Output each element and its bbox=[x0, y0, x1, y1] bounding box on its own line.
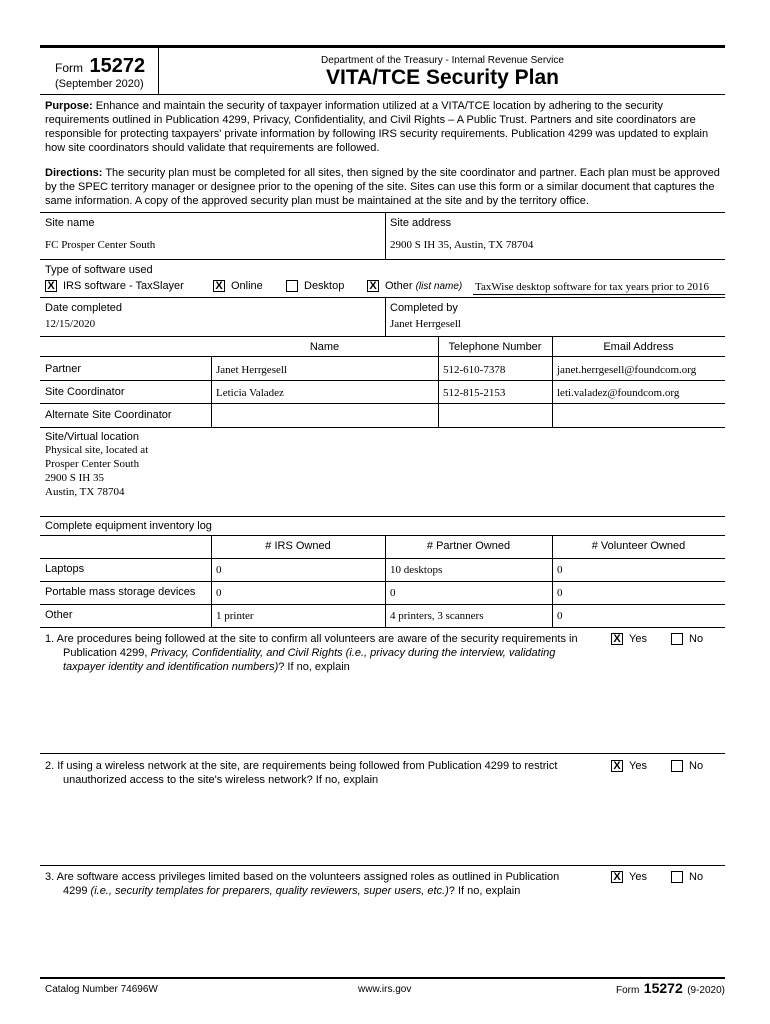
question-3-no-label: No bbox=[689, 871, 704, 883]
question-1-text-line2: Publication 4299, bbox=[63, 647, 151, 659]
question-3-text-line2-italic: (i.e., security templates for preparers, quality reviewers, super users, etc.) bbox=[90, 885, 449, 897]
question-2-yes-label: Yes bbox=[629, 760, 647, 772]
directions-label: Directions: bbox=[45, 167, 103, 179]
inventory-storage-volunteer[interactable]: 0 bbox=[557, 587, 563, 599]
question-3-no-checkbox[interactable] bbox=[671, 871, 683, 883]
inventory-header-partner: # Partner Owned bbox=[426, 540, 511, 552]
inventory-storage-irs[interactable]: 0 bbox=[216, 587, 222, 599]
inventory-storage-label: Portable mass storage devices bbox=[45, 586, 196, 598]
site-name-value[interactable]: FC Prosper Center South bbox=[45, 239, 156, 251]
inventory-storage-partner[interactable]: 0 bbox=[390, 587, 396, 599]
date-completed-value[interactable]: 12/15/2020 bbox=[45, 318, 96, 330]
department-line: Department of the Treasury - Internal Revenue Service bbox=[321, 55, 564, 66]
other-software-value[interactable]: TaxWise desktop software for tax years prior to 2016 bbox=[475, 281, 709, 293]
date-row-rule bbox=[40, 297, 725, 298]
completed-by-label: Completed by bbox=[390, 302, 458, 314]
location-label: Site/Virtual location bbox=[45, 431, 139, 443]
inventory-label: Complete equipment inventory log bbox=[45, 520, 212, 532]
site-row-rule bbox=[40, 212, 725, 213]
form-revision: (September 2020) bbox=[55, 78, 144, 90]
desktop-label: Desktop bbox=[304, 280, 345, 292]
question-3-number: 3. bbox=[45, 871, 55, 883]
software-label: Type of software used bbox=[45, 264, 153, 276]
inventory-header-rule bbox=[40, 558, 725, 559]
inventory-laptops-label: Laptops bbox=[45, 563, 85, 575]
contacts-col1-line bbox=[211, 356, 212, 427]
contacts-row2-rule bbox=[40, 403, 725, 404]
online-label: Online bbox=[231, 280, 263, 292]
inventory-laptops-volunteer[interactable]: 0 bbox=[557, 564, 563, 576]
location-line-2[interactable]: Prosper Center South bbox=[45, 458, 140, 470]
date-completed-label: Date completed bbox=[45, 302, 123, 314]
contacts-header-phone: Telephone Number bbox=[448, 341, 542, 353]
question-3-text-line2b: ? If no, explain bbox=[448, 885, 521, 897]
question-1-bottom-rule bbox=[40, 753, 725, 754]
footer-rule bbox=[40, 977, 725, 979]
question-2-text-line1: If using a wireless network at the site, are requirements being followed from Publication 4299 to restrict bbox=[57, 760, 558, 772]
question-2 bbox=[45, 759, 605, 787]
irs-software-label: IRS software - TaxSlayer bbox=[63, 280, 184, 292]
form-title: VITA/TCE Security Plan bbox=[326, 66, 559, 89]
question-1-yes-label: Yes bbox=[629, 633, 647, 645]
other-checkbox[interactable]: X bbox=[367, 280, 379, 292]
partner-name[interactable]: Janet Herrgesell bbox=[216, 364, 287, 376]
inventory-row2-rule bbox=[40, 604, 725, 605]
location-line-3[interactable]: 2900 S IH 35 bbox=[45, 472, 104, 484]
location-line-1[interactable]: Physical site, located at bbox=[45, 444, 149, 456]
completed-by-value[interactable]: Janet Herrgesell bbox=[390, 318, 461, 330]
contacts-row1-rule bbox=[40, 380, 725, 381]
header-top-rule bbox=[40, 45, 725, 48]
question-1-no-label: No bbox=[689, 633, 704, 645]
question-1-text-line2-italic: Privacy, Confidentiality, and Civil Rights (i.e., privacy during the interview, validating bbox=[150, 647, 556, 659]
question-2-bottom-rule bbox=[40, 865, 725, 866]
online-checkbox[interactable]: X bbox=[213, 280, 225, 292]
contacts-header-rule bbox=[40, 356, 725, 357]
form-word: Form bbox=[55, 61, 83, 75]
footer-revision: (9-2020) bbox=[687, 985, 725, 996]
site-address-value[interactable]: 2900 S IH 35, Austin, TX 78704 bbox=[390, 239, 534, 251]
contacts-header-name: Name bbox=[309, 341, 340, 353]
site-coordinator-role: Site Coordinator bbox=[45, 386, 125, 398]
inventory-header-volunteer: # Volunteer Owned bbox=[591, 540, 686, 552]
date-row-divider bbox=[385, 297, 386, 337]
irs-software-checkbox[interactable]: X bbox=[45, 280, 57, 292]
purpose-text: Enhance and maintain the security of taxpayer information utilized at a VITA/TCE location by adhering to the security requirements outlined in Publication 4299, Privacy, Confidentiality, and Civil Rights – A Public Trust. Partners and site coordinators are responsible for protecting taxpayers' private information by following IRS security requirements. Publication 4299 was updated to explain how site coordinators should validate that requirements are followed. bbox=[45, 100, 709, 154]
other-hint: (list name) bbox=[415, 281, 463, 292]
partner-role: Partner bbox=[45, 363, 82, 375]
purpose-label: Purpose: bbox=[45, 100, 93, 112]
footer-form-id bbox=[616, 980, 725, 998]
question-3-yes-checkbox[interactable]: X bbox=[611, 871, 623, 883]
inventory-bottom-rule bbox=[40, 627, 725, 628]
question-1-text-line3-italic: taxpayer identity and identification numbers) bbox=[63, 661, 279, 673]
form-id-block bbox=[55, 55, 145, 78]
software-row-rule bbox=[40, 259, 725, 260]
site-coordinator-phone[interactable]: 512-815-2153 bbox=[443, 387, 506, 399]
question-2-number: 2. bbox=[45, 760, 55, 772]
inventory-other-label: Other bbox=[45, 609, 73, 621]
inventory-other-partner[interactable]: 4 printers, 3 scanners bbox=[390, 610, 484, 622]
footer-form-word: Form bbox=[616, 985, 640, 996]
site-name-label: Site name bbox=[45, 217, 95, 229]
question-3 bbox=[45, 870, 605, 898]
contacts-bottom-rule bbox=[40, 427, 725, 428]
footer-form-number: 15272 bbox=[643, 980, 683, 996]
question-2-no-label: No bbox=[689, 760, 704, 772]
site-address-label: Site address bbox=[390, 217, 452, 229]
question-1-text-line3: ? If no, explain bbox=[278, 661, 350, 673]
site-coordinator-name[interactable]: Leticia Valadez bbox=[216, 387, 284, 399]
question-3-text-line1: Are software access privileges limited based on the volunteers assigned roles as outlined in Publication bbox=[56, 871, 560, 883]
purpose-paragraph bbox=[45, 99, 725, 155]
question-3-text-line2: 4299 bbox=[63, 885, 91, 897]
catalog-number: Catalog Number 74696W bbox=[45, 984, 158, 995]
inventory-label-rule bbox=[40, 535, 725, 536]
location-line-4[interactable]: Austin, TX 78704 bbox=[45, 486, 125, 498]
question-1-text-line1: Are procedures being followed at the site to confirm all volunteers are aware of the security requirements in bbox=[56, 633, 578, 645]
question-3-yes-label: Yes bbox=[629, 871, 647, 883]
partner-phone[interactable]: 512-610-7378 bbox=[443, 364, 506, 376]
contacts-header-email: Email Address bbox=[603, 341, 674, 353]
directions-paragraph bbox=[45, 166, 725, 208]
site-row-divider bbox=[385, 212, 386, 259]
contacts-top-rule bbox=[40, 336, 725, 337]
other-label-text: Other bbox=[385, 280, 413, 292]
inventory-other-irs[interactable]: 1 printer bbox=[216, 610, 254, 622]
inventory-laptops-partner[interactable]: 10 desktops bbox=[390, 564, 443, 576]
question-2-no-checkbox[interactable] bbox=[671, 760, 683, 772]
question-1-yes-checkbox[interactable]: X bbox=[611, 633, 623, 645]
site-coordinator-email[interactable]: leti.valadez@foundcom.org bbox=[557, 387, 680, 399]
irs-website: www.irs.gov bbox=[358, 984, 412, 995]
form-number: 15272 bbox=[89, 55, 146, 77]
inventory-laptops-irs[interactable]: 0 bbox=[216, 564, 222, 576]
header-bottom-rule bbox=[40, 94, 725, 95]
inventory-row1-rule bbox=[40, 581, 725, 582]
question-2-yes-checkbox[interactable]: X bbox=[611, 760, 623, 772]
question-2-text-line2: unauthorized access to the site's wireless network? If no, explain bbox=[63, 774, 379, 786]
other-label bbox=[385, 280, 462, 292]
desktop-checkbox[interactable] bbox=[286, 280, 298, 292]
question-1-number: 1. bbox=[45, 633, 55, 645]
question-1 bbox=[45, 632, 605, 674]
inventory-other-volunteer[interactable]: 0 bbox=[557, 610, 563, 622]
directions-text: The security plan must be completed for all sites, then signed by the site coordinator and partner. Each plan must be approved by the SPEC territory manager or designee prior to the opening of the site. Sites can use this form or a similar document that captures the same information. A copy of the approved security plan must be maintained at the site and by the territory office. bbox=[45, 167, 720, 207]
question-1-no-checkbox[interactable] bbox=[671, 633, 683, 645]
location-bottom-rule bbox=[40, 516, 725, 517]
partner-email[interactable]: janet.herrgesell@foundcom.org bbox=[557, 364, 697, 376]
header-divider bbox=[158, 48, 159, 94]
other-software-underline bbox=[473, 294, 725, 295]
inventory-header-irs: # IRS Owned bbox=[265, 540, 331, 552]
alternate-coordinator-role: Alternate Site Coordinator bbox=[45, 409, 172, 421]
